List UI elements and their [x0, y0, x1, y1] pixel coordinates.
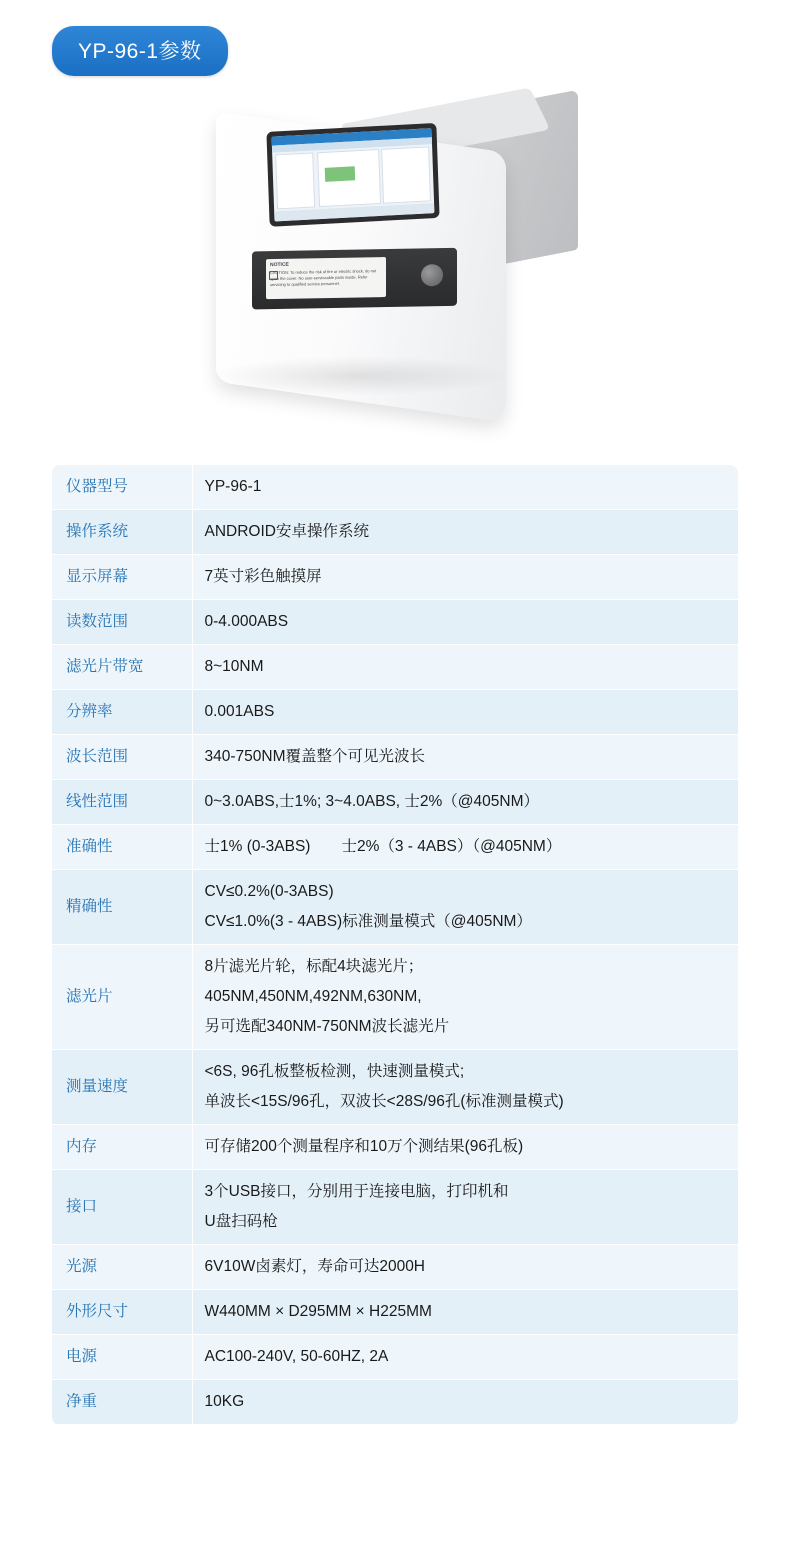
table-row: [52, 735, 738, 780]
drawer-knob: [421, 264, 443, 286]
spec-value: [192, 465, 738, 510]
spec-value: [192, 510, 738, 555]
table-row: [52, 1050, 738, 1125]
spec-value-line: 6V10W卤素灯，寿命可达2000H: [204, 1258, 426, 1276]
spec-value: [192, 780, 738, 825]
page-header: [0, 0, 790, 76]
table-row: [52, 510, 738, 555]
page-title-badge: YP-96-1参数: [52, 26, 228, 76]
device-shadow: [210, 356, 510, 396]
spec-value-line: 0-4.000ABS: [204, 613, 289, 631]
spec-label: 准确性: [52, 825, 192, 870]
spec-value: [192, 1290, 738, 1335]
spec-value-line: 单波长<15S/96孔，双波长<28S/96孔(标准测量模式): [204, 1093, 564, 1111]
spec-value: [192, 1245, 738, 1290]
spec-value-line: 340-750NM覆盖整个可见光波长: [204, 748, 425, 766]
table-row: [52, 870, 738, 945]
spec-label: 内存: [52, 1125, 192, 1170]
table-row: [52, 600, 738, 645]
spec-value-line: CV≤1.0%(3 - 4ABS)标准测量模式（@405NM）: [204, 913, 532, 931]
spec-value: [192, 945, 738, 1050]
table-row: [52, 465, 738, 510]
table-row: [52, 1125, 738, 1170]
table-row: [52, 1245, 738, 1290]
spec-label: 净重: [52, 1380, 192, 1425]
spec-label: 显示屏幕: [52, 555, 192, 600]
spec-label: 外形尺寸: [52, 1290, 192, 1335]
spec-value-line: W440MM × D295MM × H225MM: [204, 1303, 432, 1321]
spec-value-line: 8片滤光片轮，标配4块滤光片；: [204, 958, 424, 976]
spec-label: 线性范围: [52, 780, 192, 825]
spec-label: 读数范围: [52, 600, 192, 645]
notice-label: [266, 257, 386, 299]
spec-value: [192, 870, 738, 945]
notice-title: NOTICE: [270, 261, 289, 269]
spec-value: [192, 555, 738, 600]
spec-label: 滤光片: [52, 945, 192, 1050]
spec-value: [192, 1335, 738, 1380]
specification-table-body: [52, 465, 738, 1425]
product-image-area: [0, 94, 790, 474]
spec-label: 光源: [52, 1245, 192, 1290]
spec-value: [192, 600, 738, 645]
table-row: [52, 1335, 738, 1380]
spec-value-line: AC100-240V, 50-60HZ, 2A: [204, 1348, 389, 1366]
spec-value: [192, 1170, 738, 1245]
screen-left-panel: [275, 152, 315, 209]
table-row: [52, 555, 738, 600]
specification-table: [52, 465, 738, 1425]
table-row: [52, 1290, 738, 1335]
spec-label: 滤光片带宽: [52, 645, 192, 690]
table-row: [52, 690, 738, 735]
spec-value: [192, 1050, 738, 1125]
table-row: [52, 1170, 738, 1245]
spec-label: 波长范围: [52, 735, 192, 780]
spec-value-line: U盘扫码枪: [204, 1213, 278, 1231]
sample-drawer-panel: [252, 248, 457, 310]
spec-value-line: 0~3.0ABS,士1%; 3~4.0ABS, 士2%（@405NM）: [204, 793, 540, 811]
device-front-face: [240, 105, 475, 368]
spec-value: [192, 1380, 738, 1425]
spec-value-line: ANDROID安卓操作系统: [204, 523, 369, 541]
spec-label: 操作系统: [52, 510, 192, 555]
spec-value-line: 7英寸彩色触摸屏: [204, 568, 322, 586]
spec-value-line: 0.001ABS: [204, 703, 275, 721]
screen-right-panel: [381, 146, 431, 203]
spec-label: 精确性: [52, 870, 192, 945]
spec-value-line: CV≤0.2%(0-3ABS): [204, 883, 334, 901]
spec-value-line: <6S, 96孔板整板检测，快速测量模式;: [204, 1063, 465, 1081]
spec-label: 测量速度: [52, 1050, 192, 1125]
spec-value-line: 士1% (0-3ABS) 士2%（3 - 4ABS）（@405NM）: [204, 838, 562, 856]
warning-icon: [269, 271, 278, 280]
table-row: [52, 945, 738, 1050]
spec-value: [192, 1125, 738, 1170]
spec-value-line: 3个USB接口，分别用于连接电脑，打印机和: [204, 1183, 509, 1201]
spec-value-line: YP-96-1: [204, 478, 262, 495]
spec-value-line: 另可选配340NM-750NM波长滤光片: [204, 1018, 450, 1036]
touchscreen-display: [272, 128, 435, 221]
spec-label: 分辨率: [52, 690, 192, 735]
spec-value: [192, 645, 738, 690]
microplate-reader-illustration: [200, 104, 590, 434]
table-row: [52, 645, 738, 690]
spec-value: [192, 690, 738, 735]
spec-label: 接口: [52, 1170, 192, 1245]
spec-value-line: 10KG: [204, 1393, 245, 1411]
screen-status-indicator: [325, 166, 355, 182]
table-row: [52, 825, 738, 870]
notice-text: CAUTION: To reduce the risk of fire or electric shock, do not open the cover. No user-serviceable parts inside. Refer servicing to qualified service personnel.: [270, 268, 377, 287]
touchscreen-bezel: [266, 123, 439, 227]
spec-value-line: 405NM,450NM,492NM,630NM,: [204, 988, 422, 1006]
spec-value-line: 可存储200个测量程序和10万个测结果(96孔板): [204, 1138, 524, 1156]
spec-value: [192, 825, 738, 870]
spec-value-line: 8~10NM: [204, 658, 264, 676]
table-row: [52, 1380, 738, 1425]
spec-label: 仪器型号: [52, 465, 192, 510]
table-row: [52, 780, 738, 825]
spec-value: [192, 735, 738, 780]
spec-label: 电源: [52, 1335, 192, 1380]
